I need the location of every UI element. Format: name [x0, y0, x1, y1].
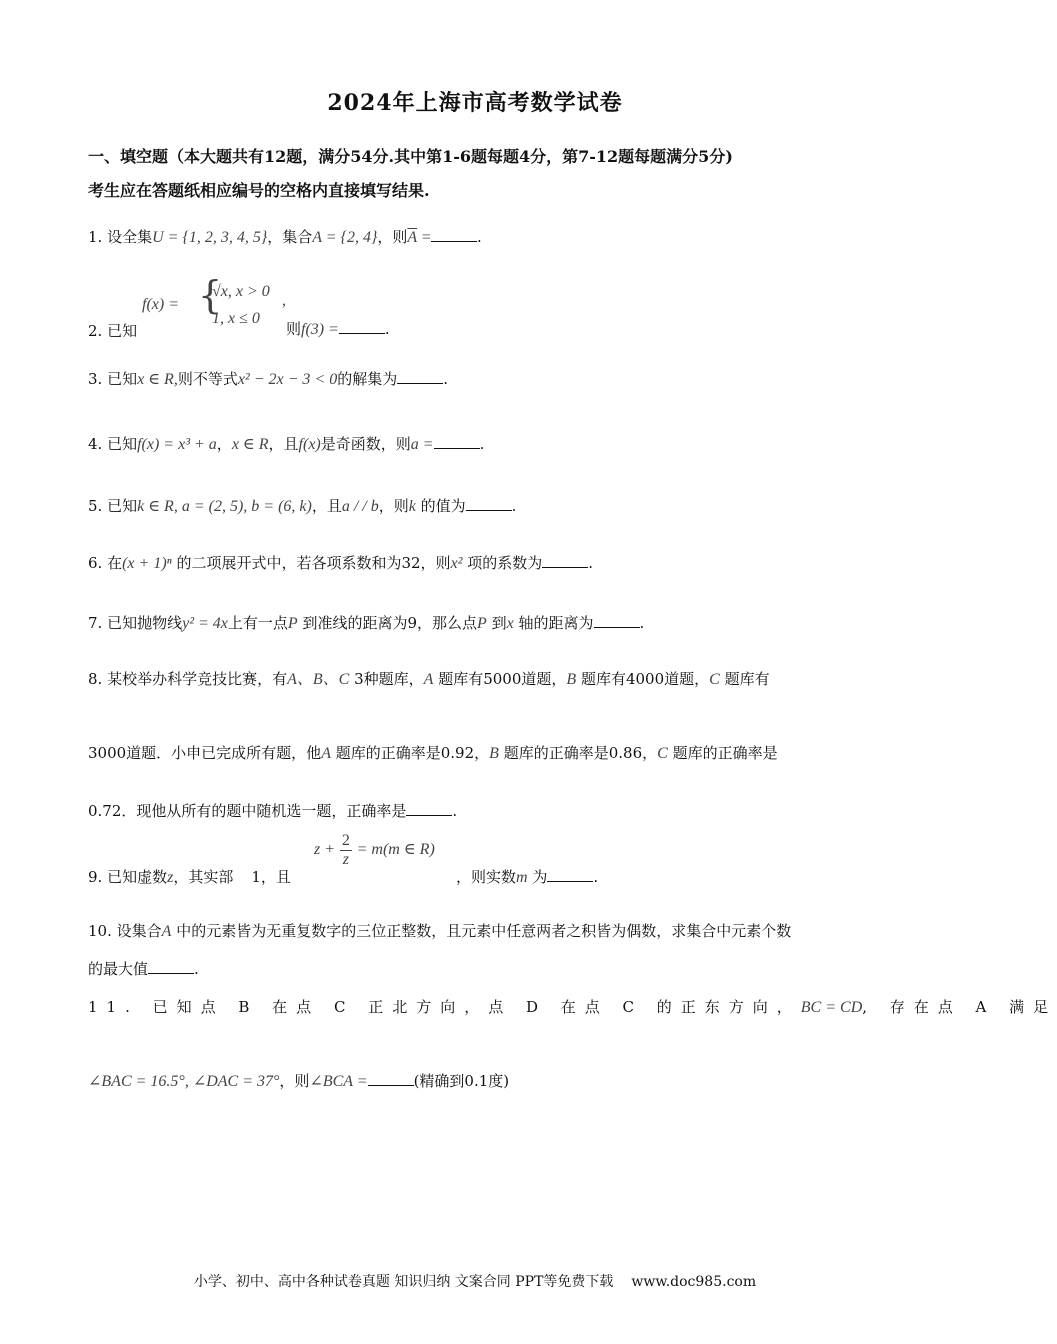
- inequality: x² − 2x − 3 < 0: [237, 371, 338, 388]
- answer-blank: [339, 321, 385, 334]
- complement-A: $\overline{A}$: [407, 229, 418, 246]
- section-header: 一、填空题（本大题共有12题，满分54分.其中第1-6题每题4分，第7-12题每题满分5分): [88, 147, 733, 166]
- question-6: 6. 在(x + 1)ⁿ 的二项展开式中，若各项系数和为32，则x² 项的系数为 .: [88, 554, 594, 572]
- answer-blank: [431, 229, 477, 242]
- exam-page: 2024年上海市高考数学试卷 一、填空题（本大题共有12题，满分54分.其中第1-6题每题4分，第7-12题每题满分5分) 考生应在答题纸相应编号的空格内直接填写结果. 1. 设全集U = {1, 2, 3, 4, 5}，集合A = {2, 4}，则$\overline{A}$ = . f(x) = { √x, x > 0 , 1, x ≤ 0 2. 已知 则f(3) = . 3. 已知x ∈ R,则不等式x² − 2x − 3 < 0的解集为 . 4. 已知f(x) = x³ + a，x ∈ R，且f(x)是奇函数，则a = . 5. 已知k ∈ R, a = (2, 5), b = (6, k)，且a / / b，则k 的值为 . 6. 在(x + 1)ⁿ 的二项展开式中，若各项系数和为32，则x² 项的系数为 . 7. 已知抛物线y² = 4x上有一点P 到准线的距离为9，那么点P 到x 轴的距离为 . 8. 某校举办科学竞技比赛，有A、B、C 3种题库，A 题库有5000道题，B 题库有4000道题，C 题库有 3000道题．小申已完成所有题，他A 题库的正确率是0.92，B 题库的正确率是0.86，C 题库的正确率是 0.72．现他从所有的题中随机选一题，正确率是 . z + $\frac{2}{z}$ = m(m ∈ R) 9. 已知虚数z，其实部 1，且 ，则实数m 为 . 10. 设集合A 中的元素皆为无重复数字的三位正整数，且元素中任意两者之积皆为偶数，求集合中元素个数 的最大值 . 11. 已知点 B 在点 C 正北方向，点 D 在点 C 的正东方向，BC = CD, 存在点 A 满足 ∠BAC = 16.5°, ∠DAC = 37°，则∠BCA = (精确到0.1度) 小学、初中、高中各种试卷真题 知识归纳 文案合同 PPT等免费下载 www.doc985.com: [0, 0, 950, 1344]
- answer-blank: [368, 1073, 414, 1086]
- answer-blank: [542, 555, 588, 568]
- set-A: A = {2, 4}: [312, 229, 378, 246]
- answer-blank: [594, 615, 640, 628]
- footer-link[interactable]: www.doc985.com: [631, 1274, 757, 1290]
- case-2: 1, x ≤ 0: [212, 310, 260, 327]
- case-1: √x, x > 0: [212, 283, 270, 300]
- fraction-2-over-z: $\frac{2}{z}$: [341, 832, 350, 868]
- question-3: 3. 已知x ∈ R,则不等式x² − 2x − 3 < 0的解集为 .: [88, 370, 449, 388]
- set-U: U = {1, 2, 3, 4, 5}: [152, 229, 268, 246]
- question-4: 4. 已知f(x) = x³ + a，x ∈ R，且f(x)是奇函数，则a = .: [88, 435, 485, 453]
- answer-blank: [397, 371, 443, 384]
- brace-icon: {: [198, 273, 223, 317]
- piecewise-fx: f(x) =: [142, 296, 179, 313]
- answer-blank: [547, 869, 593, 882]
- answer-blank: [466, 498, 512, 511]
- answer-blank: [434, 436, 480, 449]
- question-7: 7. 已知抛物线y² = 4x上有一点P 到准线的距离为9，那么点P 到x 轴的距离为 .: [88, 614, 645, 632]
- answer-blank: [148, 961, 194, 974]
- question-5: 5. 已知k ∈ R, a = (2, 5), b = (6, k)，且a / / b，则k 的值为 .: [88, 497, 517, 515]
- exam-title: 2024年上海市高考数学试卷: [327, 90, 623, 116]
- question-1: 1. 设全集U = {1, 2, 3, 4, 5}，集合A = {2, 4}，则$\overline{A}$ = .: [88, 228, 482, 246]
- answer-blank: [406, 803, 452, 816]
- page-footer: 小学、初中、高中各种试卷真题 知识归纳 文案合同 PPT等免费下载 www.doc985.com: [193, 1274, 757, 1290]
- section-instruction: 考生应在答题纸相应编号的空格内直接填写结果.: [88, 181, 430, 200]
